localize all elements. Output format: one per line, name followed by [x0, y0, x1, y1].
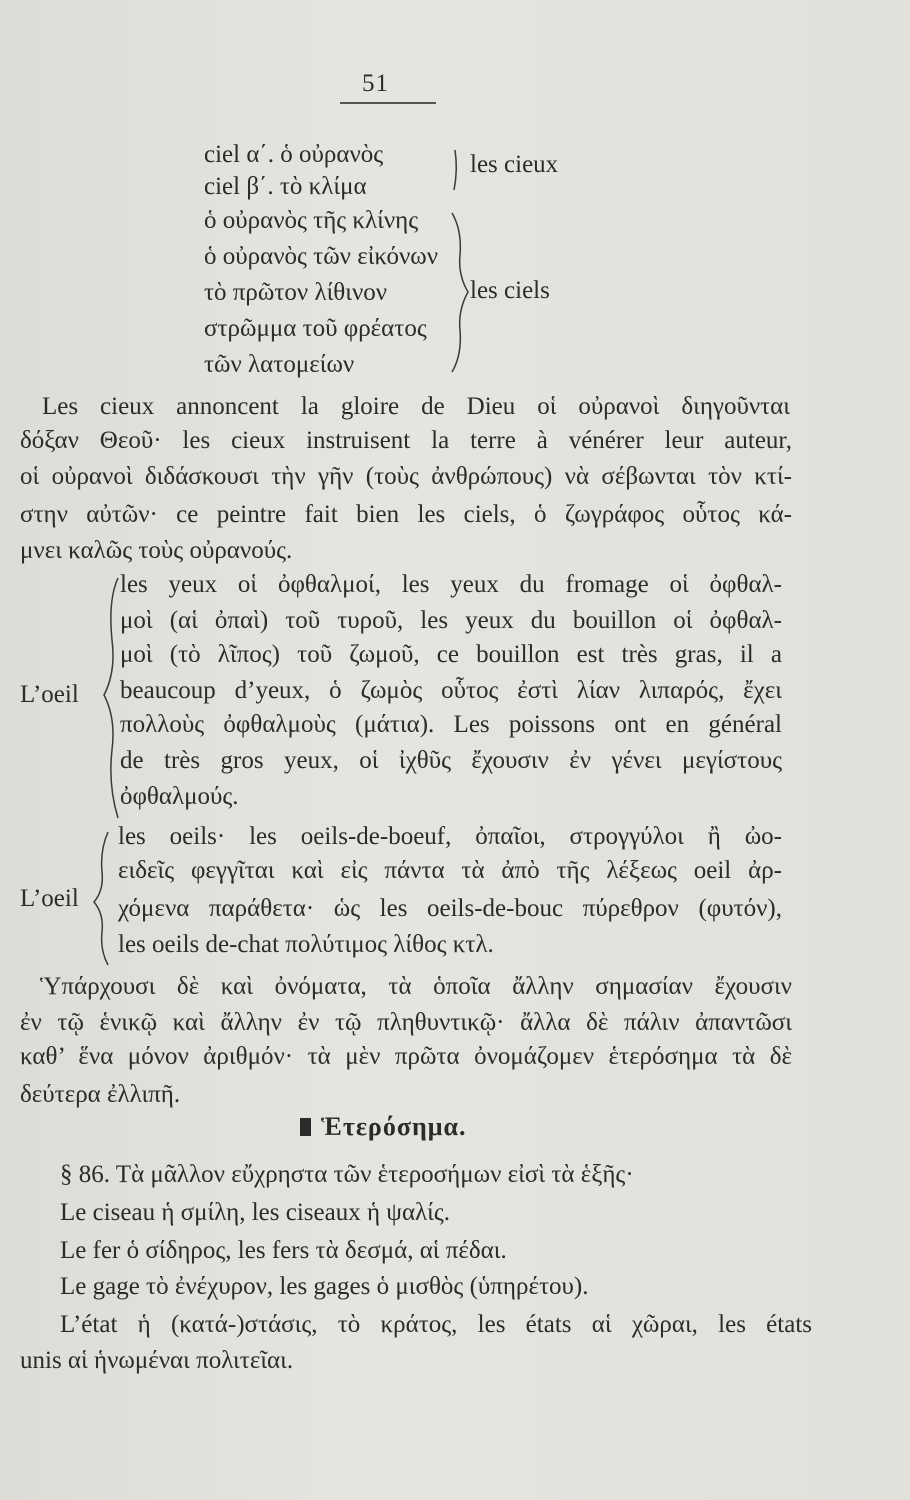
yparch-line-4: δεύτερα ἐλλιπῆ.	[20, 1081, 181, 1108]
cieux-line-3: οἱ οὐρανοὶ διδάσκουσι τὴν γῆν (τοὺς ἀνθρώπους) νὰ σέβωνται τὸν κτί-	[20, 463, 792, 490]
oeil2-line-3: χόμενα παράθετα· ὡς les oeils-de-bouc πύρεθρον (φυτόν),	[118, 895, 782, 922]
cieux-line-2: δόξαν Θεοῦ· les cieux instruisent la terre à vénérer leur auteur,	[20, 427, 792, 454]
cieux-line-4: στην αὐτῶν· ce peintre fait bien les ciels, ὁ ζωγράφος οὗτος κά-	[20, 501, 792, 528]
page-number: 51	[362, 70, 389, 97]
oeil1-line-1: les yeux οἱ ὀφθαλμοί, les yeux du fromage οἱ ὀφθαλ-	[120, 571, 782, 598]
oeil-label-2: L’oeil	[20, 885, 79, 912]
top-line-4: ὁ οὐρανὸς τῶν εἰκόνων	[204, 243, 439, 270]
cieux-line-5: μνει καλῶς τοὺς οὐρανούς.	[20, 537, 293, 564]
oeil2-line-4: les oeils de-chat πολύτιμος λίθος κτλ.	[118, 931, 494, 958]
label-les-ciels: les ciels	[470, 277, 550, 304]
brace-oeil-2	[94, 832, 108, 965]
section-line-4: Le gage τὸ ἐνέχυρον, les gages ὁ μισθὸς (ὑπηρέτου).	[60, 1273, 589, 1300]
oeil1-line-4: beaucoup d’yeux, ὁ ζωμὸς οὗτος ἐστὶ λίαν λιπαρός, ἔχει	[120, 677, 782, 704]
section-line-5: L’état ἡ (κατά-)στάσις, τὸ κράτος, les états αἱ χῶραι, les états	[60, 1311, 812, 1338]
heading-marker	[300, 1118, 311, 1136]
yparch-line-3: καθ’ ἕνα μόνον ἀριθμόν· τὰ μὲν πρῶτα ὀνομάζομεν ἑτερόσημα τὰ δὲ	[20, 1043, 792, 1070]
top-line-1: ciel α΄. ὁ οὐρανὸς	[204, 141, 384, 168]
cieux-line-1: Les cieux annoncent la gloire de Dieu οἱ οὐρανοὶ διηγοῦνται	[42, 393, 790, 420]
oeil1-line-5: πολλοὺς ὀφθαλμοὺς (μάτια). Les poissons ont en général	[120, 711, 782, 738]
oeil2-line-2: ειδεῖς φεγγῖται καὶ εἰς πάντα τὰ ἀπὸ τῆς λέξεως oeil ἀρ-	[118, 857, 782, 884]
oeil2-line-1: les oeils· les oeils-de-boeuf, ὀπαῖοι, στρογγύλοι ἢ ὠο-	[118, 823, 782, 850]
top-line-5: τὸ πρῶτον λίθινον	[204, 279, 388, 306]
section-line-1: § 86. Τὰ μᾶλλον εὔχρηστα τῶν ἑτεροσήμων εἰσὶ τὰ ἑξῆς·	[60, 1161, 634, 1188]
top-line-7: τῶν λατομείων	[204, 351, 355, 378]
top-line-6: στρῶμμα τοῦ φρέατος	[204, 315, 427, 342]
label-les-cieux: les cieux	[470, 151, 559, 178]
oeil1-line-2: μοὶ (αἱ ὀπαὶ) τοῦ τυροῦ, les yeux du bouillon οἱ ὀφθαλ-	[120, 607, 782, 634]
section-heading	[300, 1112, 467, 1142]
brace-les-ciels	[452, 213, 468, 372]
section-line-3: Le fer ὁ σίδηρος, les fers τὰ δεσμά, αἱ πέδαι.	[60, 1237, 507, 1264]
yparch-line-2: ἐν τῷ ἑνικῷ καὶ ἄλλην ἐν τῷ πληθυντικῷ· ἄλλα δὲ πάλιν ἀπαντῶσι	[20, 1009, 792, 1036]
section-heading-text: Ἑτερόσημα.	[321, 1112, 467, 1141]
page-number-rule	[340, 102, 436, 104]
section-line-6: unis αἱ ἡνωμέναι πολιτεῖαι.	[20, 1347, 294, 1374]
oeil1-line-7: ὀφθαλμούς.	[120, 783, 239, 810]
brace-les-cieux	[454, 150, 456, 190]
section-line-2: Le ciseau ἡ σμίλη, les ciseaux ἡ ψαλίς.	[60, 1199, 451, 1226]
top-line-2: ciel β΄. τὸ κλίμα	[204, 173, 367, 200]
oeil1-line-3: μοὶ (τὸ λῖπος) τοῦ ζωμοῦ, ce bouillon est très gras, il a	[120, 641, 782, 668]
oeil-label-1: L’oeil	[20, 681, 79, 708]
top-line-3: ὁ οὐρανὸς τῆς κλίνης	[204, 207, 419, 234]
brace-oeil-1	[104, 578, 118, 818]
yparch-line-1: Ὑπάρχουσι δὲ καὶ ὀνόματα, τὰ ὁποῖα ἄλλην σημασίαν ἔχουσιν	[40, 973, 792, 1000]
oeil1-line-6: de très gros yeux, οἱ ἰχθῦς ἔχουσιν ἐν γένει μεγίστους	[120, 747, 782, 774]
